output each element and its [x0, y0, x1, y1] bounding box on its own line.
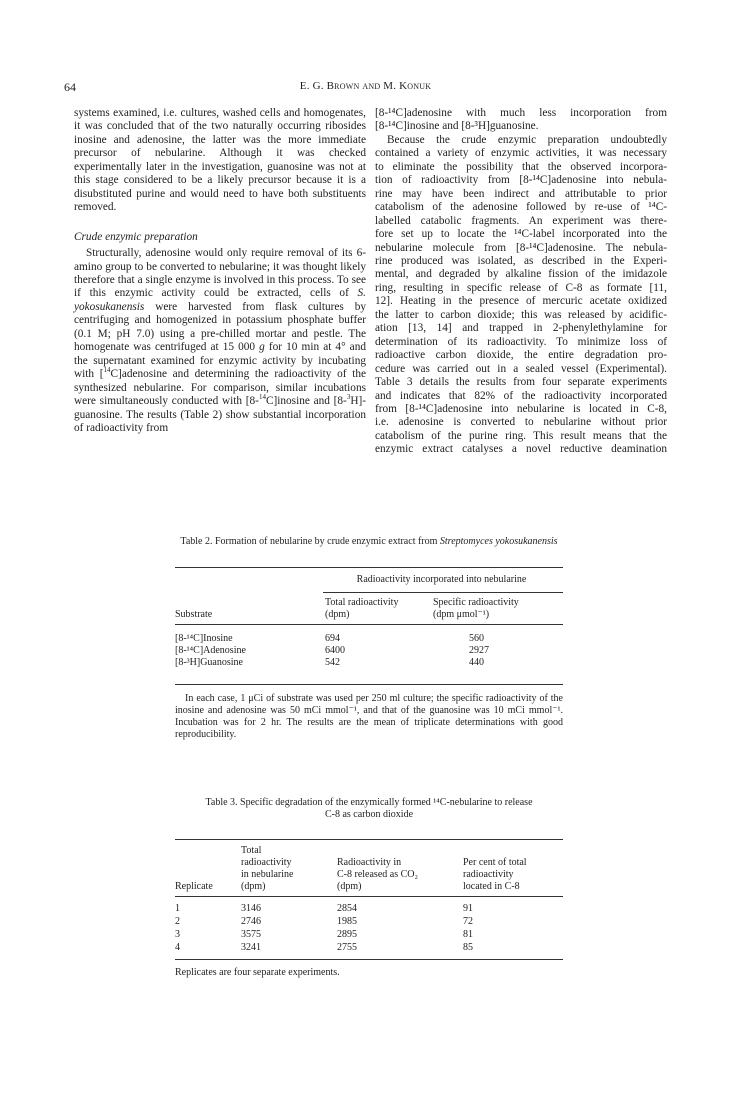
- table2-bottom-rule: [175, 684, 563, 685]
- table2-cell-specific: 440: [469, 657, 484, 668]
- table3-caption-l2: C-8 as carbon dioxide: [324, 809, 414, 820]
- table2-cell-total: 542: [325, 657, 340, 668]
- table3-header-line: radioactivity: [463, 869, 514, 880]
- right-column-line: determination of its radioactivity. To minimize loss of: [375, 335, 667, 348]
- para2-text-f: H]-guanosine. The results (Table 2) show substantial incorporation of radioactivity from: [74, 395, 366, 434]
- right-column-line: contained a variety of enzymic activities, it was necessary: [375, 147, 667, 160]
- table3-header-line: (dpm): [337, 881, 362, 892]
- g-force-symbol: g: [259, 341, 265, 354]
- table3-row: [175, 929, 563, 941]
- table3-header-line: Total: [241, 845, 262, 856]
- table3-cell-replicate: 2: [175, 916, 180, 927]
- table3-col-total: [241, 845, 293, 893]
- table2-col-specific: [433, 597, 563, 621]
- table3-col-co2: [337, 857, 418, 893]
- table2-row: [175, 645, 563, 657]
- right-column-line: ation [13, 14] and trapped in 2-phenylethylamine for: [375, 322, 667, 335]
- page-number: 64: [64, 80, 76, 94]
- species-name: S. yokosukanensis: [74, 287, 366, 313]
- table2-cell-total: 694: [325, 633, 340, 644]
- left-paragraph-2: Structurally, adenosine would only require removal of its 6-amino group to be converted to nebularine; it was thought likely therefore that a single enzyme is involved in this process. To see if this enzymic activity could be extracted, cells of S. yokosukanensis were harvested from flask cultures by centrifuging and homogenized in potassium phosphate buffer (0.1 M; pH 7.0) using a pre-chilled mortar and pestle. The homogenate was centrifuged at 15 000 g for 10 min at 4° and the supernatant examined for enzymic activity by incubating with [$^{14}$C]adenosine and determining the radioactivity of the synthesized nebularine. For comparison, similar incubations were simultaneously conducted with [8-$^{14}$C]inosine and [8-$^3$H]-guanosine. The results (Table 2) show substantial incorporation of radioactivity from: [74, 247, 366, 434]
- running-head-authors: E. G. Brown and M. Konuk: [299, 80, 432, 92]
- table2-col-total-l1: Total radioactivity: [325, 597, 399, 608]
- table2-group-rule: [323, 592, 563, 593]
- table3-cell-replicate: 3: [175, 929, 180, 940]
- table3-cell-percent: 72: [463, 916, 473, 927]
- right-column-line: from [8-¹⁴C]adenosine into nebularine is located in C-8,: [375, 402, 667, 415]
- table2-col-substrate: Substrate: [175, 609, 213, 620]
- table2-footnote: In each case, 1 μCi of substrate was used per 250 ml culture; the specific radioactivity of the inosine and adenosine was 50 mCi mmol⁻¹, and that of the guanosine was 10 mCi mmol⁻¹. Incubation was for 2 hr. The results are the mean of triplicate determinations with good reproducibility.: [175, 693, 563, 740]
- right-column-line: mental, and degraded by alkaline fission of the imidazole: [375, 268, 667, 281]
- right-column-line: [8-¹⁴C]adenosine with much less incorporation from: [375, 107, 667, 119]
- table3-cell-co2: 1985: [337, 916, 357, 927]
- para2-text-c: for 10 min at 4° and the supernatant examined for enzymic activity by incubating with [: [74, 341, 366, 381]
- right-column-line: Table 3 details the results from four separate experiments: [375, 376, 667, 389]
- right-column-line: i.e. adenosine is converted to nebularine without prior: [375, 416, 667, 429]
- table3-cell-total: 2746: [241, 916, 261, 927]
- right-column-line: [8-¹⁴C]inosine and [8-³H]guanosine.: [375, 120, 539, 133]
- table2-row: [175, 633, 563, 645]
- right-column-line: tion of radioactivity from [8-¹⁴C]adenosine into nebula-: [375, 174, 667, 187]
- table3-caption-l1: Table 3. Specific degradation of the enzymically formed ¹⁴C-nebularine to release: [205, 797, 533, 808]
- table3-header-line: radioactivity: [241, 857, 292, 868]
- table3-row: [175, 942, 563, 954]
- table3-header-line: (dpm): [241, 881, 266, 892]
- section-heading: Crude enzymic preparation: [74, 230, 198, 243]
- table3-cell-co2: 2755: [337, 942, 357, 953]
- table2-caption-species: Streptomyces yokosukanensis: [439, 536, 558, 547]
- left-column: [74, 107, 366, 435]
- para2-text-e: C]inosine and [8-: [265, 395, 347, 408]
- table3-header-line: located in C-8: [463, 881, 520, 892]
- table3-cell-percent: 91: [463, 903, 473, 914]
- right-column-line: enzymic extract catalyses a novel reductive deamination: [375, 443, 667, 456]
- right-column-line: labelled catabolic fragments. An experiment was there-: [375, 214, 667, 227]
- table3-header-rule: [175, 896, 563, 897]
- table2-col-specific-l2: (dpm μmol⁻¹): [433, 609, 490, 620]
- right-column-line: 12]. Heating in the presence of mercuric acetate oxidized: [375, 295, 667, 308]
- table3-header-line: in nebularine: [241, 869, 294, 880]
- right-column-line: the latter to carbon dioxide; this was released by acidific-: [375, 308, 667, 321]
- table3-cell-co2: 2895: [337, 929, 357, 940]
- right-column-line: fore set up to locate the ¹⁴C-label incorporated into the: [375, 228, 667, 241]
- table2-caption-text: Table 2. Formation of nebularine by crude enzymic extract from: [180, 536, 440, 547]
- right-column-line: cedure was carried out in a sealed vessel (Experimental).: [375, 362, 667, 375]
- para2-text-b: were harvested from flask cultures by centrifuging and homogenized in potassium phosphate buffer (0.1 M; pH 7.0) using a pre-chilled mortar and pestle. The homogenate was centrifuged at 15 000: [74, 300, 366, 354]
- table3-row: [175, 916, 563, 928]
- table2-cell-total: 6400: [325, 645, 345, 656]
- table2-cell-substrate: [8-¹⁴C]Adenosine: [175, 645, 246, 656]
- table3-cell-total: 3575: [241, 929, 261, 940]
- right-column-line: rine produced was isolated, as described in the Experi-: [375, 254, 667, 267]
- right-column-line: to eliminate the possibility that the observed incorpora-: [375, 160, 667, 173]
- table2-top-rule: [175, 567, 563, 568]
- table3-row: [175, 903, 563, 915]
- right-column-line: and indicates that 82% of the radioactivity incorporated: [375, 389, 667, 402]
- table2-group-header: Radioactivity incorporated into nebularine: [356, 574, 527, 585]
- right-column-line: Because the crude enzymic preparation undoubtedly: [387, 133, 667, 146]
- table2-col-total: [325, 597, 425, 621]
- para2-text-a: Structurally, adenosine would only require removal of its 6-amino group to be converted to nebularine; it was thought likely therefore that a single enzyme is involved in this process. To see if this enzymic activity could be extracted, cells of: [74, 247, 366, 300]
- table3-header-line: Per cent of total: [463, 857, 527, 868]
- left-paragraph-1: systems examined, i.e. cultures, washed cells and homogenates, it was concluded that of the two naturally occurring ribosides inosine and adenosine, the latter was the more immediate precursor of nebularine. Although it was checked experimentally later in the investigation, guanosine was not at this stage considered to be a likely precursor because it is a disubstituted purine and would need to have both substituents removed.: [74, 107, 366, 214]
- right-column-line: rine may have been indirect and attributable to prior: [375, 187, 667, 200]
- right-column: [375, 107, 667, 457]
- table3-header-line: Radioactivity in: [337, 857, 402, 868]
- table2-header-rule: [175, 624, 563, 625]
- table3-header-line: C-8 released as CO₂: [337, 869, 418, 880]
- table2-caption: [175, 536, 563, 548]
- table3-col-percent: [463, 857, 527, 893]
- right-column-line: radioactive carbon dioxide, the entire degradation pro-: [375, 349, 667, 362]
- table2-col-specific-l1: Specific radioactivity: [433, 597, 519, 608]
- table3-col-replicate: Replicate: [175, 881, 213, 892]
- right-column-line: nebularine molecule from [8-¹⁴C]adenosine. The nebula-: [375, 241, 667, 254]
- running-head: [0, 80, 731, 92]
- table2-cell-substrate: [8-³H]Guanosine: [175, 657, 243, 668]
- table2-row: [175, 657, 563, 669]
- para2-text-d: C]adenosine and determining the radioactivity of the synthesized nebularine. For comparison, similar incubations were simultaneously conducted with [8-: [74, 368, 366, 408]
- table3-cell-total: 3241: [241, 942, 261, 953]
- right-column-line: ring, resulting in specific release of C-8 as formate [11,: [375, 281, 667, 294]
- table3-cell-replicate: 4: [175, 942, 180, 953]
- table3-cell-total: 3146: [241, 903, 261, 914]
- table3-top-rule: [175, 839, 563, 840]
- table3: [175, 815, 563, 965]
- table3-cell-percent: 85: [463, 942, 473, 953]
- right-column-line: catabolism of the purine ring. This result means that the: [375, 429, 667, 442]
- table3-bottom-rule: [175, 959, 563, 960]
- table3-cell-replicate: 1: [175, 903, 180, 914]
- table2-cell-specific: 2927: [469, 645, 489, 656]
- table2-cell-substrate: [8-¹⁴C]Inosine: [175, 633, 233, 644]
- table3-footnote: Replicates are four separate experiments.: [175, 967, 340, 978]
- table2-col-total-l2: (dpm): [325, 609, 350, 620]
- right-column-line: catabolism of the adenosine followed by re-use of ¹⁴C-: [375, 201, 667, 214]
- table3-cell-co2: 2854: [337, 903, 357, 914]
- table2-cell-specific: 560: [469, 633, 484, 644]
- table3-cell-percent: 81: [463, 929, 473, 940]
